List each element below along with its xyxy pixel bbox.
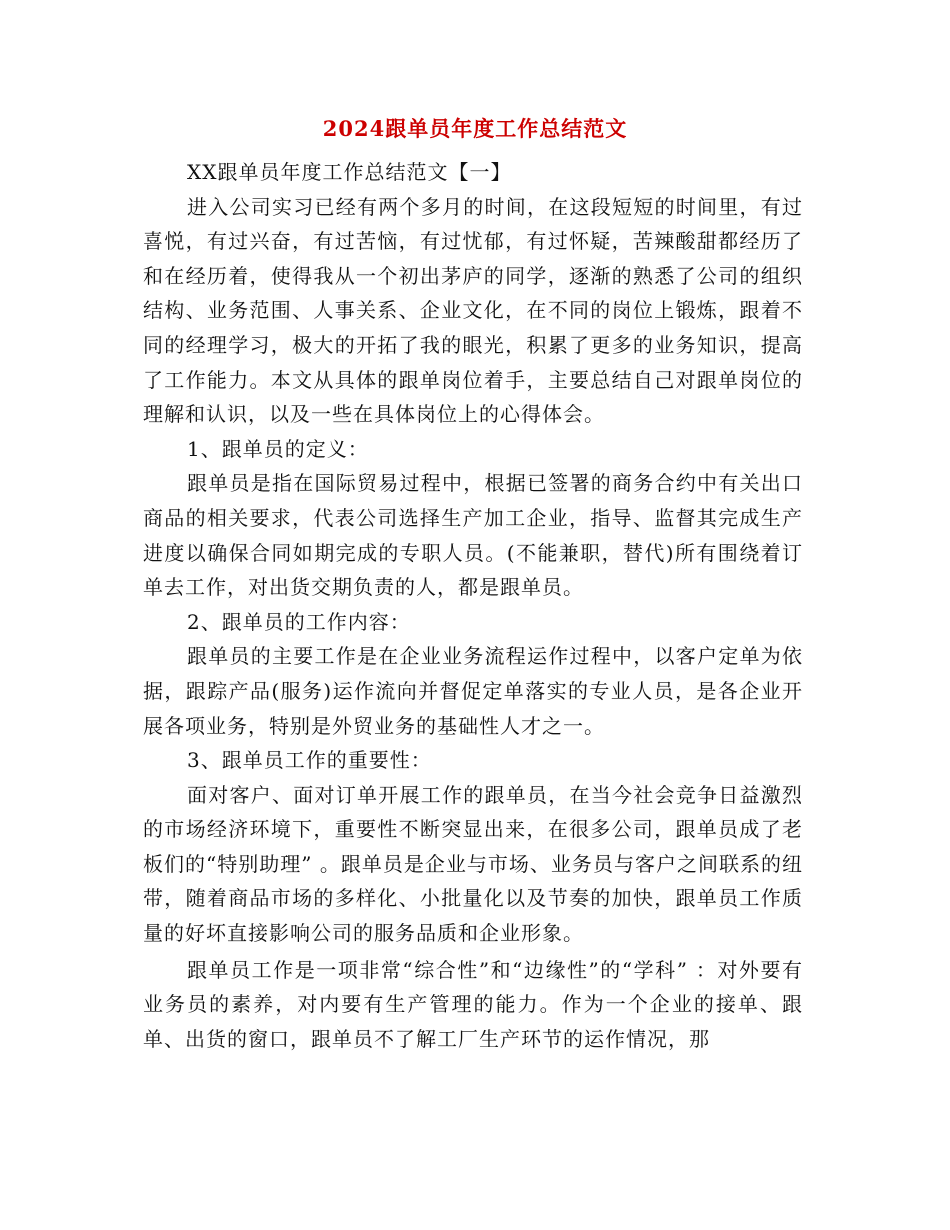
document-title: 2024跟单员年度工作总结范文 (322, 116, 628, 141)
paragraph: 跟单员是指在国际贸易过程中，根据已签署的商务合约中有关出口商品的相关要求，代表公司选择生产加工企业，指导、监督其完成生产进度以确保合同如期完成的专职人员。(不能兼职，替代)所有围绕着订单去工作，对出货交期负责的人，都是跟单员。 (143, 471, 803, 600)
paragraph: 跟单员的主要工作是在企业业务流程运作过程中，以客户定单为依据，跟踪产品(服务)运作流向并督促定单落实的专业人员，是各企业开展各项业务，特别是外贸业务的基础性人才之一。 (143, 644, 803, 738)
paragraph: 面对客户、面对订单开展工作的跟单员，在当今社会竞争日益激烈的市场经济环境下，重要性不断突显出来，在很多公司，跟单员成了老板们的“特别助理” 。跟单员是企业与市场、业务员与客户之间联系的纽带，随着商品市场的多样化、小批量化以及节奏的加快，跟单员工作质量的好坏直接影响公司的服务品质和企业形象。 (143, 782, 803, 946)
section-heading: 3、跟单员工作的重要性： (187, 748, 432, 773)
paragraph: 跟单员工作是一项非常“综合性”和“边缘性”的“学科” ：对外要有业务员的素养，对内要有生产管理的能力。作为一个企业的接单、跟单、出货的窗口，跟单员不了解工厂生产环节的运作情况，那 (143, 957, 803, 1051)
section-heading: 1、跟单员的定义： (187, 436, 369, 461)
paragraph: 进入公司实习已经有两个多月的时间，在这段短短的时间里，有过喜悦，有过兴奋，有过苦恼，有过忧郁，有过怀疑，苦辣酸甜都经历了和在经历着，使得我从一个初出茅庐的同学，逐渐的熟悉了公司的组织结构、业务范围、人事关系、企业文化，在不同的岗位上锻炼，跟着不同的经理学习，极大的开拓了我的眼光，积累了更多的业务知识，提高了工作能力。本文从具体的跟单岗位着手，主要总结自己对跟单岗位的理解和认识，以及一些在具体岗位上的心得体会。 (143, 194, 803, 427)
section-heading: XX跟单员年度工作总结范文【一】 (187, 160, 512, 184)
document-body (143, 155, 803, 1056)
section-heading: 2、跟单员的工作内容： (187, 609, 411, 634)
